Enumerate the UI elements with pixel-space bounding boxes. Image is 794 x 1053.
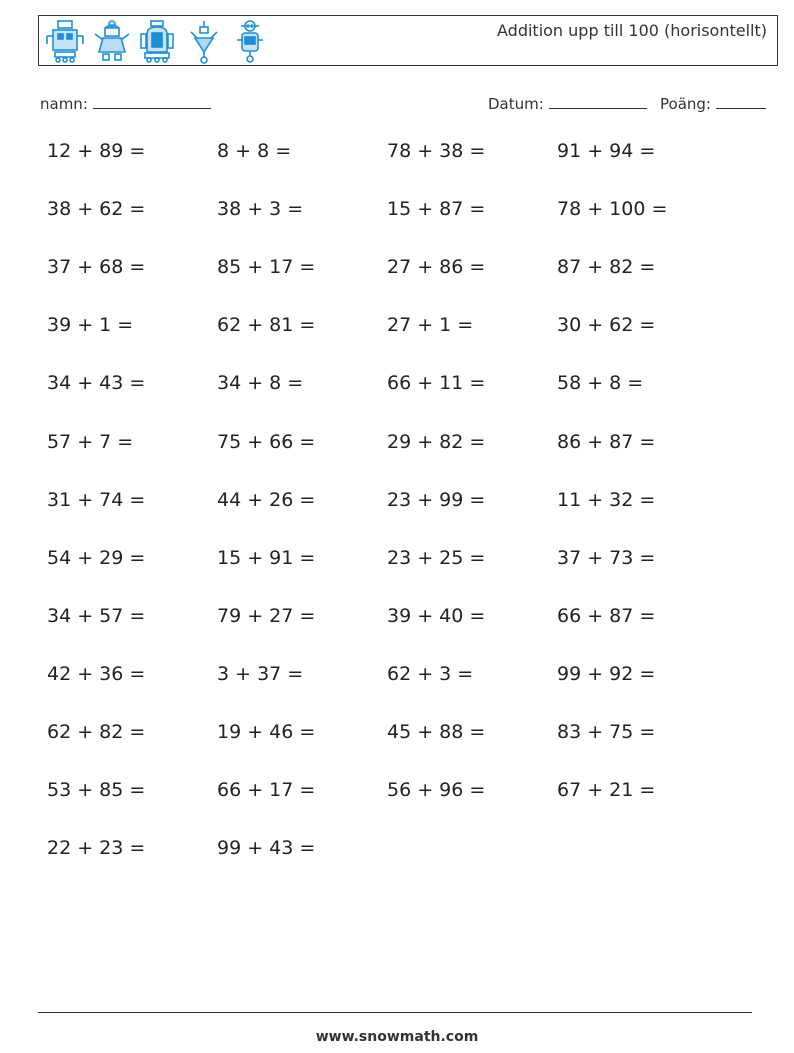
problem-item: 66 + 11 = bbox=[387, 372, 486, 395]
problem-item: 79 + 27 = bbox=[217, 604, 316, 627]
problem-item: 44 + 26 = bbox=[217, 488, 316, 511]
date-line[interactable] bbox=[549, 94, 647, 109]
problem-item: 99 + 92 = bbox=[557, 662, 656, 685]
problem-item: 23 + 25 = bbox=[387, 546, 486, 569]
problem-item: 34 + 57 = bbox=[47, 604, 146, 627]
problem-item: 75 + 66 = bbox=[217, 430, 316, 453]
problem-item: 58 + 8 = bbox=[557, 372, 644, 395]
problem-item: 62 + 3 = bbox=[387, 662, 474, 685]
name-line[interactable] bbox=[93, 94, 211, 109]
problem-item: 54 + 29 = bbox=[47, 546, 146, 569]
problem-item: 27 + 86 = bbox=[387, 256, 486, 279]
problem-item: 22 + 23 = bbox=[47, 837, 146, 860]
robot-1-icon bbox=[43, 18, 89, 64]
problem-item: 62 + 82 = bbox=[47, 721, 146, 743]
worksheet-title: Addition upp till 100 (horisontellt) bbox=[497, 21, 767, 40]
problem-item: 8 + 8 = bbox=[217, 140, 292, 162]
problem-item: 37 + 73 = bbox=[557, 546, 656, 569]
problem-item: 78 + 100 = bbox=[557, 198, 668, 221]
problem-item: 38 + 62 = bbox=[47, 198, 146, 221]
problem-item: 67 + 21 = bbox=[557, 779, 656, 802]
problem-item: 87 + 82 = bbox=[557, 256, 656, 279]
problem-item: 66 + 17 = bbox=[217, 779, 316, 802]
problem-item: 27 + 1 = bbox=[387, 314, 474, 337]
robot-5-icon bbox=[227, 18, 273, 64]
robot-icons bbox=[43, 18, 273, 64]
problem-item: 29 + 82 = bbox=[387, 430, 486, 453]
header-box bbox=[38, 15, 778, 66]
problem-item: 57 + 7 = bbox=[47, 430, 134, 453]
name-field[interactable] bbox=[40, 94, 211, 113]
problem-item: 19 + 46 = bbox=[217, 721, 316, 743]
problem-item: 11 + 32 = bbox=[557, 488, 656, 511]
score-field[interactable] bbox=[660, 94, 766, 113]
problem-item: 23 + 99 = bbox=[387, 488, 486, 511]
problem-item: 37 + 68 = bbox=[47, 256, 146, 279]
problem-item: 34 + 8 = bbox=[217, 372, 304, 395]
robot-2-icon bbox=[89, 18, 135, 64]
problem-item: 56 + 96 = bbox=[387, 779, 486, 802]
problem-item: 78 + 38 = bbox=[387, 140, 486, 162]
date-field[interactable] bbox=[488, 94, 647, 113]
problem-item: 99 + 43 = bbox=[217, 837, 316, 860]
problem-item: 85 + 17 = bbox=[217, 256, 316, 279]
problem-item: 30 + 62 = bbox=[557, 314, 656, 337]
score-label: Poäng: bbox=[660, 95, 711, 113]
problem-item: 45 + 88 = bbox=[387, 721, 486, 743]
footer-website: www.snowmath.com bbox=[315, 1029, 479, 1045]
problem-item: 3 + 37 = bbox=[217, 662, 304, 685]
problem-item: 12 + 89 = bbox=[47, 140, 146, 162]
robot-3-icon bbox=[135, 18, 181, 64]
problem-item: 39 + 40 = bbox=[387, 604, 486, 627]
date-label: Datum: bbox=[488, 95, 544, 113]
problem-item: 39 + 1 = bbox=[47, 314, 134, 337]
problem-item: 86 + 87 = bbox=[557, 430, 656, 453]
problem-item: 34 + 43 = bbox=[47, 372, 146, 395]
problem-item: 42 + 36 = bbox=[47, 662, 146, 685]
problem-item: 15 + 91 = bbox=[217, 546, 316, 569]
problem-item: 83 + 75 = bbox=[557, 721, 656, 743]
name-label: namn: bbox=[40, 95, 88, 113]
footer-divider bbox=[38, 1012, 752, 1013]
robot-4-icon bbox=[181, 18, 227, 64]
score-line[interactable] bbox=[716, 94, 766, 109]
problem-item: 53 + 85 = bbox=[47, 779, 146, 802]
problem-item: 38 + 3 = bbox=[217, 198, 304, 221]
problem-item: 31 + 74 = bbox=[47, 488, 146, 511]
problem-item: 91 + 94 = bbox=[557, 140, 656, 162]
problem-item: 15 + 87 = bbox=[387, 198, 486, 221]
problem-item: 66 + 87 = bbox=[557, 604, 656, 627]
problem-item: 62 + 81 = bbox=[217, 314, 316, 337]
